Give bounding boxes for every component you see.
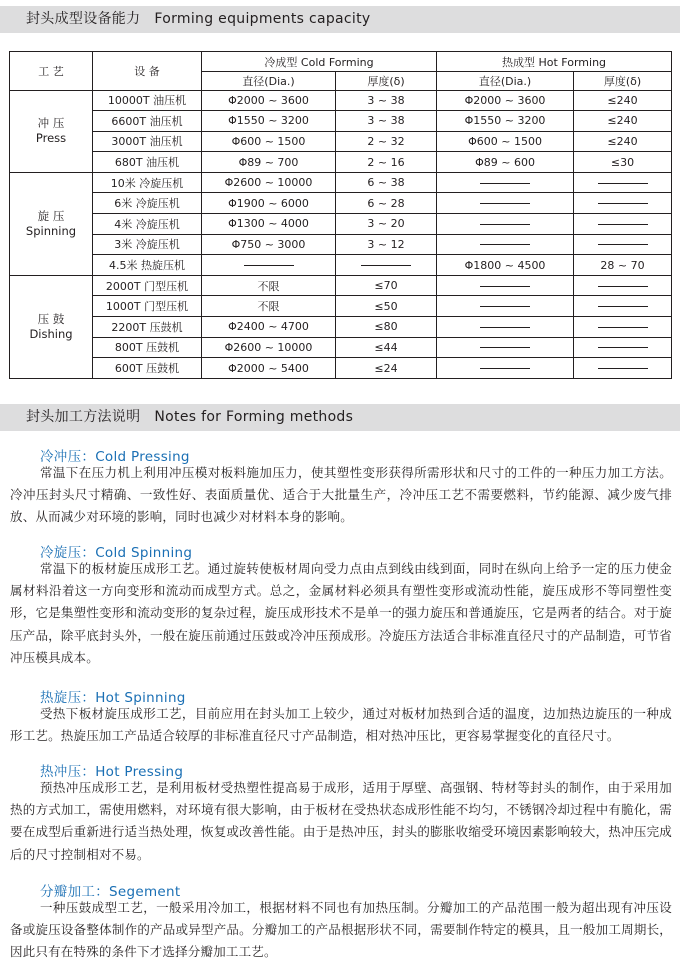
methods-section-header	[0, 404, 680, 431]
not-available-cell	[202, 255, 336, 276]
dash-line	[480, 347, 530, 348]
equipment-cell: 4米 冷旋压机	[93, 214, 202, 235]
not-available-cell	[574, 172, 672, 193]
dash-line	[480, 203, 530, 204]
note-text-cold-pressing: 常温下在压力机上利用冲压模对板料施加压力，使其塑性变形获得所需形状和尺寸的工件的一种压力加工方法。冷冲压封头尺寸精确、一致性好、表面质量优、适合于大批量生产，冷冲压工艺不需要燃料，节约能源、减少废气排放、从而减少对环境的影响，同时也减少对材料本身的影响。	[10, 465, 672, 525]
dash-line	[480, 244, 530, 245]
cold-dia-cell: Φ2000 ~ 3600	[202, 90, 336, 111]
note-text-hot-pressing: 预热冲压成形工艺，是利用板材受热塑性提高易于成形，适用于厚壁、高强钢、特材等封头的制作，由于采用加热的方式加工，需使用燃料，对环境有很大影响，由于板材在受热状态成形性能不均匀，不锈钢冷却过程中有脆化，需要在成型后重新进行适当热处理，恢复或改善性能。由于是热冲压，封头的膨胀收缩受环境因素影响较大，热冲压完成后的尺寸控制相对不易。	[10, 780, 672, 862]
hot-dia-cell: Φ1800 ~ 4500	[437, 255, 574, 276]
dash-line	[598, 368, 648, 369]
cold-dia-cell: Φ2000 ~ 5400	[202, 358, 336, 379]
capacity-title-cn: 封头成型设备能力	[26, 11, 141, 27]
header-cold-thick: 厚度(δ)	[336, 72, 437, 91]
cold-thick-cell: 3 ~ 38	[336, 90, 437, 111]
equipment-cell: 10000T 油压机	[93, 90, 202, 111]
not-available-cell	[437, 296, 574, 317]
dash-line	[598, 224, 648, 225]
capacity-table	[9, 51, 672, 379]
process-group-cell	[10, 172, 93, 275]
note-title-cold-spinning: 冷旋压：Cold Spinning	[40, 545, 193, 561]
dash-line	[598, 183, 648, 184]
equipment-cell: 600T 压鼓机	[93, 358, 202, 379]
table-row	[10, 234, 672, 255]
not-available-cell	[437, 214, 574, 235]
cold-dia-cell: Φ89 ~ 700	[202, 152, 336, 173]
process-group-cell	[10, 275, 93, 378]
table-header-row	[10, 52, 672, 72]
equipment-cell: 10米 冷旋压机	[93, 172, 202, 193]
table-row	[10, 214, 672, 235]
table-row	[10, 111, 672, 132]
equipment-cell: 6600T 油压机	[93, 111, 202, 132]
not-available-cell	[574, 296, 672, 317]
hot-thick-cell: ≤240	[574, 131, 672, 152]
process-name-cn: 压 鼓	[37, 311, 65, 326]
header-cold-forming: 冷成型 Cold Forming	[202, 52, 437, 72]
table-row	[10, 152, 672, 173]
cold-thick-cell: ≤50	[336, 296, 437, 317]
dash-line	[598, 306, 648, 307]
equipment-cell: 2000T 门型压机	[93, 275, 202, 296]
equipment-cell: 3000T 油压机	[93, 131, 202, 152]
table-row	[10, 275, 672, 296]
cold-dia-cell: Φ1550 ~ 3200	[202, 111, 336, 132]
table-row	[10, 296, 672, 317]
cold-dia-cell: Φ750 ~ 3000	[202, 234, 336, 255]
header-equipment: 设 备	[93, 52, 202, 91]
cold-thick-cell: 2 ~ 32	[336, 131, 437, 152]
not-available-cell	[437, 172, 574, 193]
equipment-cell: 2200T 压鼓机	[93, 317, 202, 338]
dash-line	[480, 286, 530, 287]
not-available-cell	[574, 317, 672, 338]
not-available-cell	[437, 234, 574, 255]
note-title-segement: 分瓣加工：Segement	[40, 884, 181, 900]
note-text-cold-spinning: 常温下的板材旋压成形工艺。通过旋转使板材周向受力点由点到线由线到面，同时在纵向上给予一定的压力使金属材料沿着这一方向变形和流动而成型方式。总之，金属材料必须具有塑性变形或流动性能，旋压成形不等同塑性变形，它是集塑性变形和流动变形的复杂过程，旋压成形技术不是单一的强力旋压和普通旋压，它是两者的结合。对于旋压产品，除平底封头外，一般在旋压前通过压鼓或冷冲压预成形。冷旋压方法适合非标准直径尺寸的产品制造，可节省冲压模具成本。	[10, 561, 672, 665]
cold-thick-cell: 3 ~ 20	[336, 214, 437, 235]
cold-dia-cell: Φ1300 ~ 4000	[202, 214, 336, 235]
hot-dia-cell: Φ2000 ~ 3600	[437, 90, 574, 111]
hot-thick-cell: ≤240	[574, 111, 672, 132]
equipment-cell: 1000T 门型压机	[93, 296, 202, 317]
table-row	[10, 90, 672, 111]
process-name-cn: 冲 压	[37, 116, 65, 131]
cold-dia-cell: Φ2600 ~ 10000	[202, 172, 336, 193]
dash-line	[598, 286, 648, 287]
hot-thick-cell: ≤240	[574, 90, 672, 111]
not-available-cell	[437, 193, 574, 214]
cold-thick-cell: ≤24	[336, 358, 437, 379]
table-row	[10, 317, 672, 338]
cold-dia-cell: Φ2600 ~ 10000	[202, 337, 336, 358]
cold-thick-cell: 3 ~ 38	[336, 111, 437, 132]
cold-thick-cell: 6 ~ 38	[336, 172, 437, 193]
cold-thick-cell: ≤80	[336, 317, 437, 338]
note-text-hot-spinning: 受热下板材旋压成形工艺，目前应用在封头加工上较少，通过对板材加热到合适的温度，边加热边旋压的一种成形工艺。热旋压加工产品适合较厚的非标准直径尺寸产品制造，相对热冲压比，更容易掌握变化的直径尺寸。	[10, 706, 672, 744]
dash-line	[480, 368, 530, 369]
capacity-section-header	[0, 6, 680, 33]
table-row	[10, 172, 672, 193]
dash-line	[480, 327, 530, 328]
not-available-cell	[437, 275, 574, 296]
process-name-en: Press	[35, 131, 67, 146]
header-hot-forming: 热成型 Hot Forming	[437, 52, 672, 72]
cold-thick-cell: 3 ~ 12	[336, 234, 437, 255]
equipment-cell: 4.5米 热旋压机	[93, 255, 202, 276]
not-available-cell	[574, 234, 672, 255]
not-available-cell	[574, 337, 672, 358]
header-cold-dia: 直径(Dia.)	[202, 72, 336, 91]
hot-thick-cell: ≤30	[574, 152, 672, 173]
dash-line	[598, 327, 648, 328]
note-text-segement: 一种压鼓成型工艺，一般采用冷加工，根据材料不同也有加热压制。分瓣加工的产品范围一般为超出现有冲压设备或旋压设备整体制作的产品或异型产品。分瓣加工的产品根据形状不同，需要制作特定的模具，且一般加工周期长，因此只有在特殊的条件下才选择分瓣加工工艺。	[10, 900, 672, 960]
not-available-cell	[574, 358, 672, 379]
capacity-title-en: Forming equipments capacity	[154, 11, 371, 27]
hot-dia-cell: Φ1550 ~ 3200	[437, 111, 574, 132]
not-available-cell	[437, 337, 574, 358]
equipment-cell: 680T 油压机	[93, 152, 202, 173]
table-row	[10, 337, 672, 358]
process-group-cell	[10, 90, 93, 172]
cold-dia-cell: Φ2400 ~ 4700	[202, 317, 336, 338]
not-available-cell	[574, 214, 672, 235]
header-hot-thick: 厚度(δ)	[574, 72, 672, 91]
equipment-cell: 3米 冷旋压机	[93, 234, 202, 255]
dash-line	[480, 183, 530, 184]
cold-thick-cell: 6 ~ 28	[336, 193, 437, 214]
not-available-cell	[574, 193, 672, 214]
process-name-en: Dishing	[29, 326, 73, 341]
note-title-hot-pressing: 热冲压：Hot Pressing	[40, 764, 184, 780]
dash-line	[598, 244, 648, 245]
cold-dia-cell: 不限	[202, 275, 336, 296]
cold-dia-cell: Φ600 ~ 1500	[202, 131, 336, 152]
not-available-cell	[336, 255, 437, 276]
equipment-cell: 800T 压鼓机	[93, 337, 202, 358]
header-process: 工 艺	[10, 52, 93, 91]
note-title-cold-pressing: 冷冲压：Cold Pressing	[40, 449, 190, 465]
process-name-cn: 旋 压	[37, 208, 65, 223]
table-row	[10, 193, 672, 214]
cold-dia-cell: 不限	[202, 296, 336, 317]
dash-line	[598, 347, 648, 348]
table-row	[10, 358, 672, 379]
methods-title-cn: 封头加工方法说明	[26, 409, 141, 425]
hot-thick-cell: 28 ~ 70	[574, 255, 672, 276]
cold-thick-cell: ≤70	[336, 275, 437, 296]
not-available-cell	[437, 317, 574, 338]
process-name-en: Spinning	[25, 223, 77, 238]
dash-line	[361, 265, 411, 266]
dash-line	[244, 265, 294, 266]
dash-line	[598, 203, 648, 204]
not-available-cell	[574, 275, 672, 296]
methods-title-en: Notes for Forming methods	[154, 409, 354, 425]
cold-thick-cell: 2 ~ 16	[336, 152, 437, 173]
table-row	[10, 255, 672, 276]
hot-dia-cell: Φ89 ~ 600	[437, 152, 574, 173]
table-row	[10, 131, 672, 152]
cold-dia-cell: Φ1900 ~ 6000	[202, 193, 336, 214]
header-hot-dia: 直径(Dia.)	[437, 72, 574, 91]
not-available-cell	[437, 358, 574, 379]
note-title-hot-spinning: 热旋压：Hot Spinning	[40, 690, 186, 706]
cold-thick-cell: ≤44	[336, 337, 437, 358]
dash-line	[480, 224, 530, 225]
dash-line	[480, 306, 530, 307]
hot-dia-cell: Φ600 ~ 1500	[437, 131, 574, 152]
equipment-cell: 6米 冷旋压机	[93, 193, 202, 214]
